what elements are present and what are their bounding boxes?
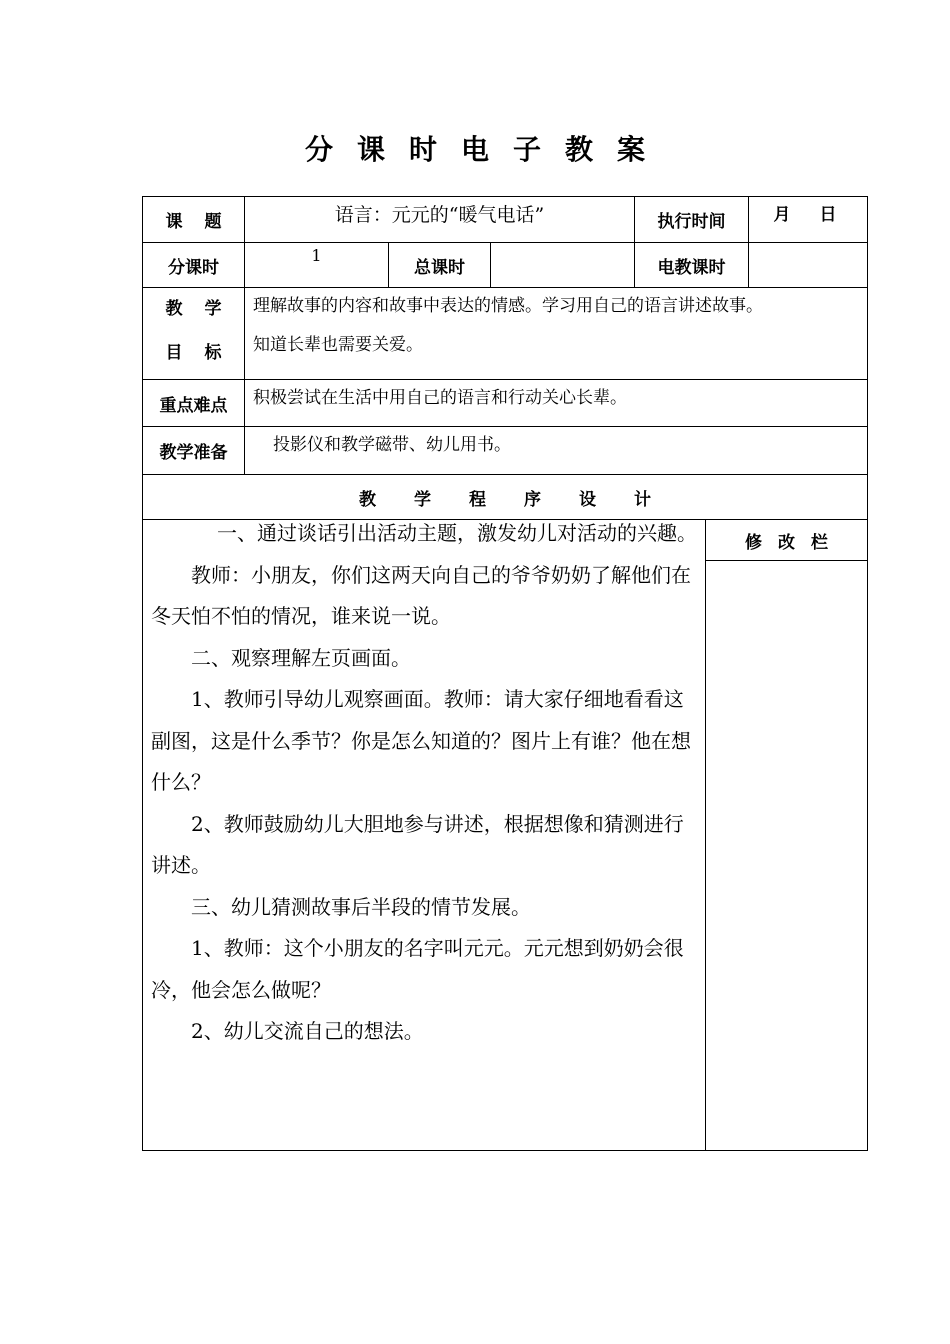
revision-heading: 修改栏 xyxy=(745,532,844,553)
revision-column-divider xyxy=(705,519,706,1150)
goals-value-line-1: 理解故事的内容和故事中表达的情感。学习用自己的语言讲述故事。 xyxy=(253,296,763,316)
paragraph: 一、通过谈话引出活动主题，激发幼儿对活动的兴趣。 xyxy=(217,521,697,545)
prep-label: 教学准备 xyxy=(159,443,228,463)
total-period-label: 总课时 xyxy=(414,257,465,278)
lesson-plan-table xyxy=(142,196,868,1151)
paragraph: 教师：小朋友，你们这两天向自己的爷爷奶奶了解他们在冬天怕不怕的情况，谁来说一说。 xyxy=(151,562,691,628)
goals-label-line-1: 教学 xyxy=(165,299,244,319)
paragraph: 二、观察理解左页画面。 xyxy=(191,645,411,670)
goals-label-line-2: 目标 xyxy=(165,343,244,363)
key-points-value: 积极尝试在生活中用自己的语言和行动关心长辈。 xyxy=(253,388,627,408)
topic-value: 语言：元元的“暖气电话” xyxy=(334,204,545,226)
period-label: 分课时 xyxy=(168,257,219,278)
design-heading: 教学程序设计 xyxy=(359,489,689,510)
media-period-value xyxy=(749,243,867,287)
media-period-label: 电教课时 xyxy=(657,257,726,278)
period-value: 1 xyxy=(311,246,322,265)
topic-label: 课题 xyxy=(165,212,244,232)
paragraph: 三、幼儿猜测故事后半段的情节发展。 xyxy=(191,894,531,919)
row-divider xyxy=(143,426,867,427)
prep-value: 投影仪和教学磁带、幼儿用书。 xyxy=(273,435,511,455)
paragraph: 2、教师鼓励幼儿大胆地参与讲述，根据想像和猜测进行讲述。 xyxy=(151,811,684,877)
exec-time-label: 执行时间 xyxy=(657,212,726,232)
goals-value-line-2: 知道长辈也需要关爱。 xyxy=(253,335,423,355)
paragraph: 1、教师：这个小朋友的名字叫元元。元元想到奶奶会很冷，他会怎么做呢？ xyxy=(151,936,684,1002)
row-divider xyxy=(143,287,867,288)
key-points-label: 重点难点 xyxy=(159,395,228,416)
total-period-value xyxy=(491,243,634,287)
row-divider xyxy=(143,379,867,380)
paragraph: 1、教师引导幼儿观察画面。教师：请大家仔细地看看这副图，这是什么季节？你是怎么知道的？图片上有谁？他在想什么？ xyxy=(151,687,691,794)
page-title: 分课时电子教案 xyxy=(304,133,669,166)
exec-time-value: 月 日 xyxy=(773,205,843,225)
paragraph: 2、幼儿交流自己的想法。 xyxy=(191,1019,424,1043)
revision-header-divider xyxy=(705,560,867,561)
design-body xyxy=(151,513,697,1053)
